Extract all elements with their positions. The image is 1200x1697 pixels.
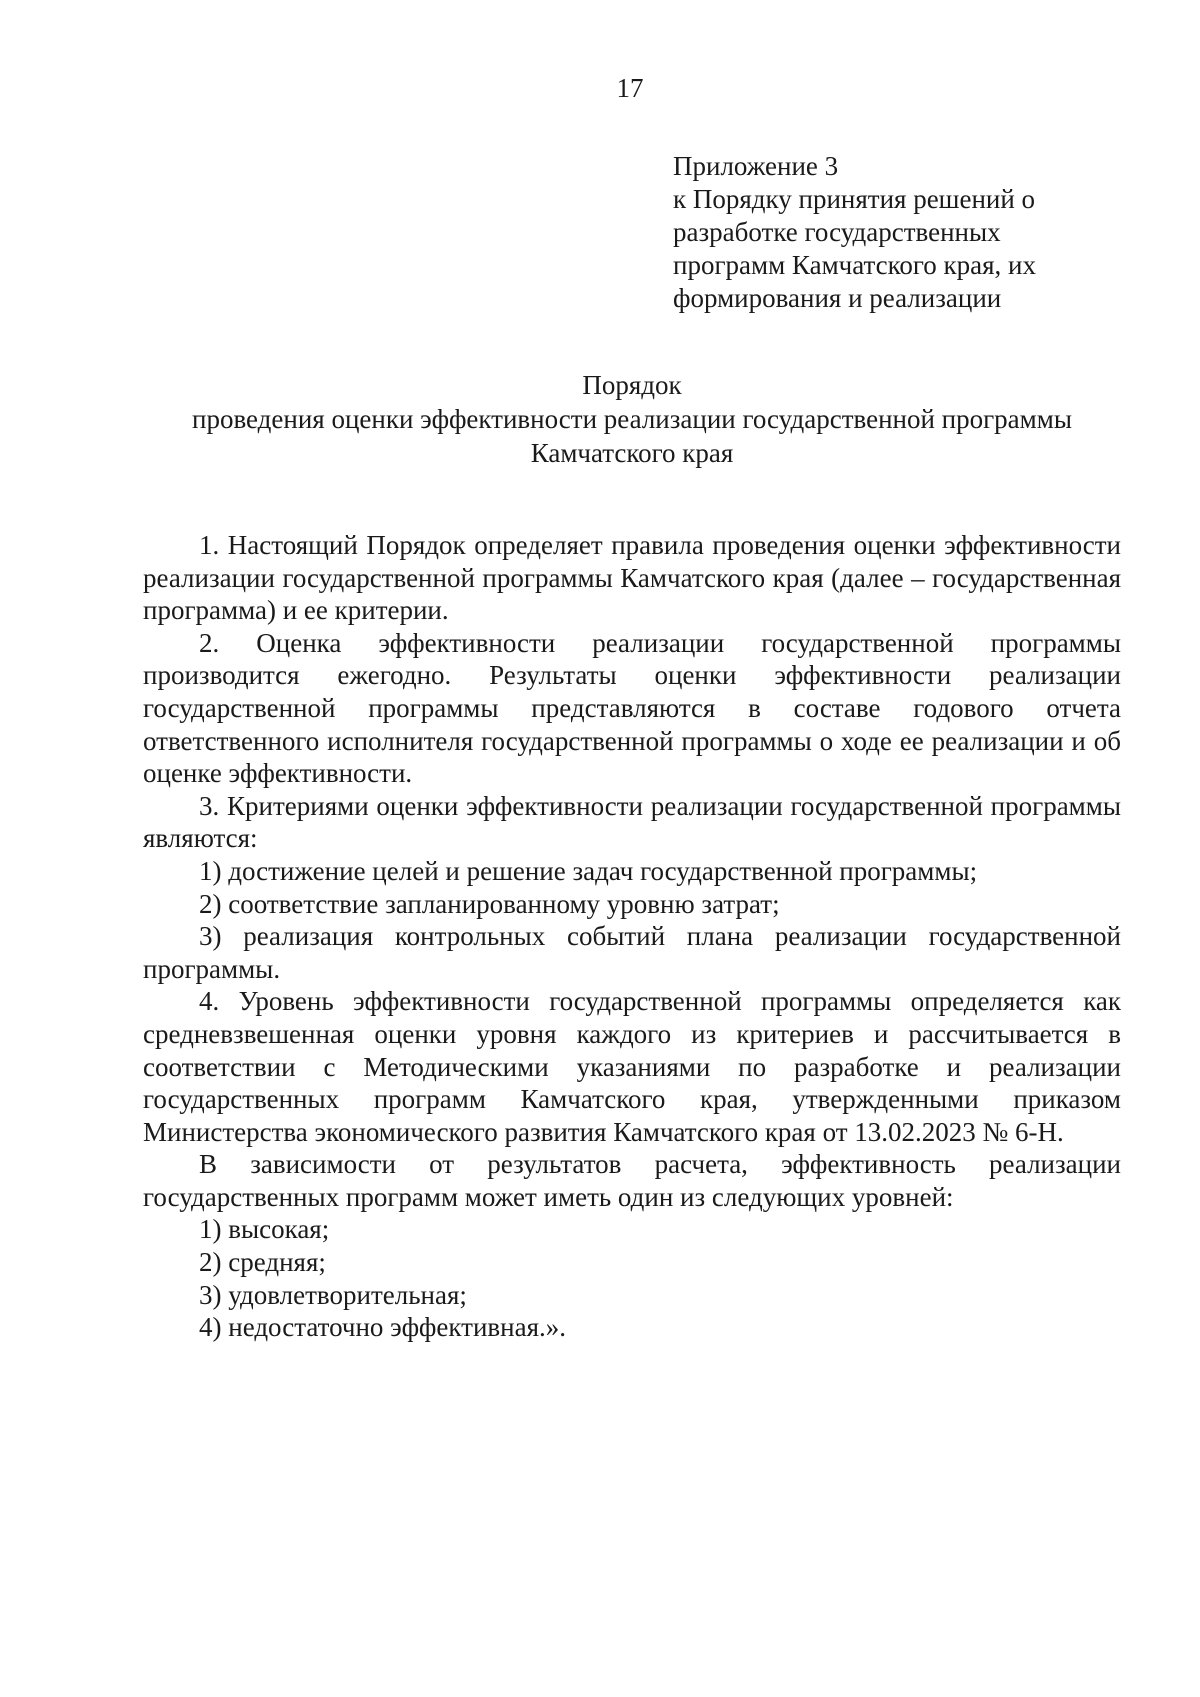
list-item: 2) соответствие запланированному уровню затрат;	[199, 888, 780, 919]
paragraph: В зависимости от результатов расчета, эффективность реализации государственных программ может иметь один из следующих уровней:	[143, 1149, 1121, 1212]
page-number: 17	[616, 73, 644, 103]
list-item: 3) реализация контрольных событий плана реализации государственной программы.	[143, 921, 1121, 984]
list-item: 2) средняя;	[199, 1247, 326, 1278]
list-item: 1) высокая;	[199, 1214, 330, 1245]
appendix-line: к Порядку принятия решений о	[673, 184, 1036, 214]
appendix-line: разработке государственных	[673, 217, 1001, 247]
list-item: 1) достижение целей и решение задач государственной программы;	[199, 855, 978, 886]
paragraph: 1. Настоящий Порядок определяет правила проведения оценки эффективности реализации государственной программы Камчатского края (далее – государственная программа) и ее критерии.	[143, 530, 1121, 626]
paragraph: 2. Оценка эффективности реализации государственной программы производится ежегодно. Результаты оценки эффективности реализации государственной программы представляются в составе годового отчета ответственного исполнителя государственной программы о ходе ее реализации и об оценке эффективности.	[143, 627, 1121, 789]
list-item: 3) удовлетворительная;	[199, 1279, 467, 1310]
title-line: проведения оценки эффективности реализации государственной программы	[192, 404, 1072, 434]
appendix-header	[673, 150, 1113, 315]
title-line: Камчатского края	[530, 438, 734, 468]
title-line: Порядок	[582, 370, 682, 400]
document-title	[143, 368, 1121, 470]
paragraph: 3. Критериями оценки эффективности реализации государственной программы являются:	[143, 790, 1121, 854]
paragraph: 4. Уровень эффективности государственной программы определяется как средневзвешенная оценки уровня каждого из критериев и рассчитывается в соответствии с Методическими указаниями по разработке и реализации государственных программ Камчатского края, утвержденными приказом Министерства экономического развития Камчатского края от 13.02.2023 № 6-Н.	[143, 986, 1121, 1147]
document-body	[143, 529, 1121, 1344]
appendix-line: Приложение 3	[673, 151, 839, 181]
appendix-line: программ Камчатского края, их	[673, 250, 1036, 280]
list-item: 4) недостаточно эффективная.».	[199, 1312, 567, 1343]
appendix-line: формирования и реализации	[673, 283, 1002, 313]
